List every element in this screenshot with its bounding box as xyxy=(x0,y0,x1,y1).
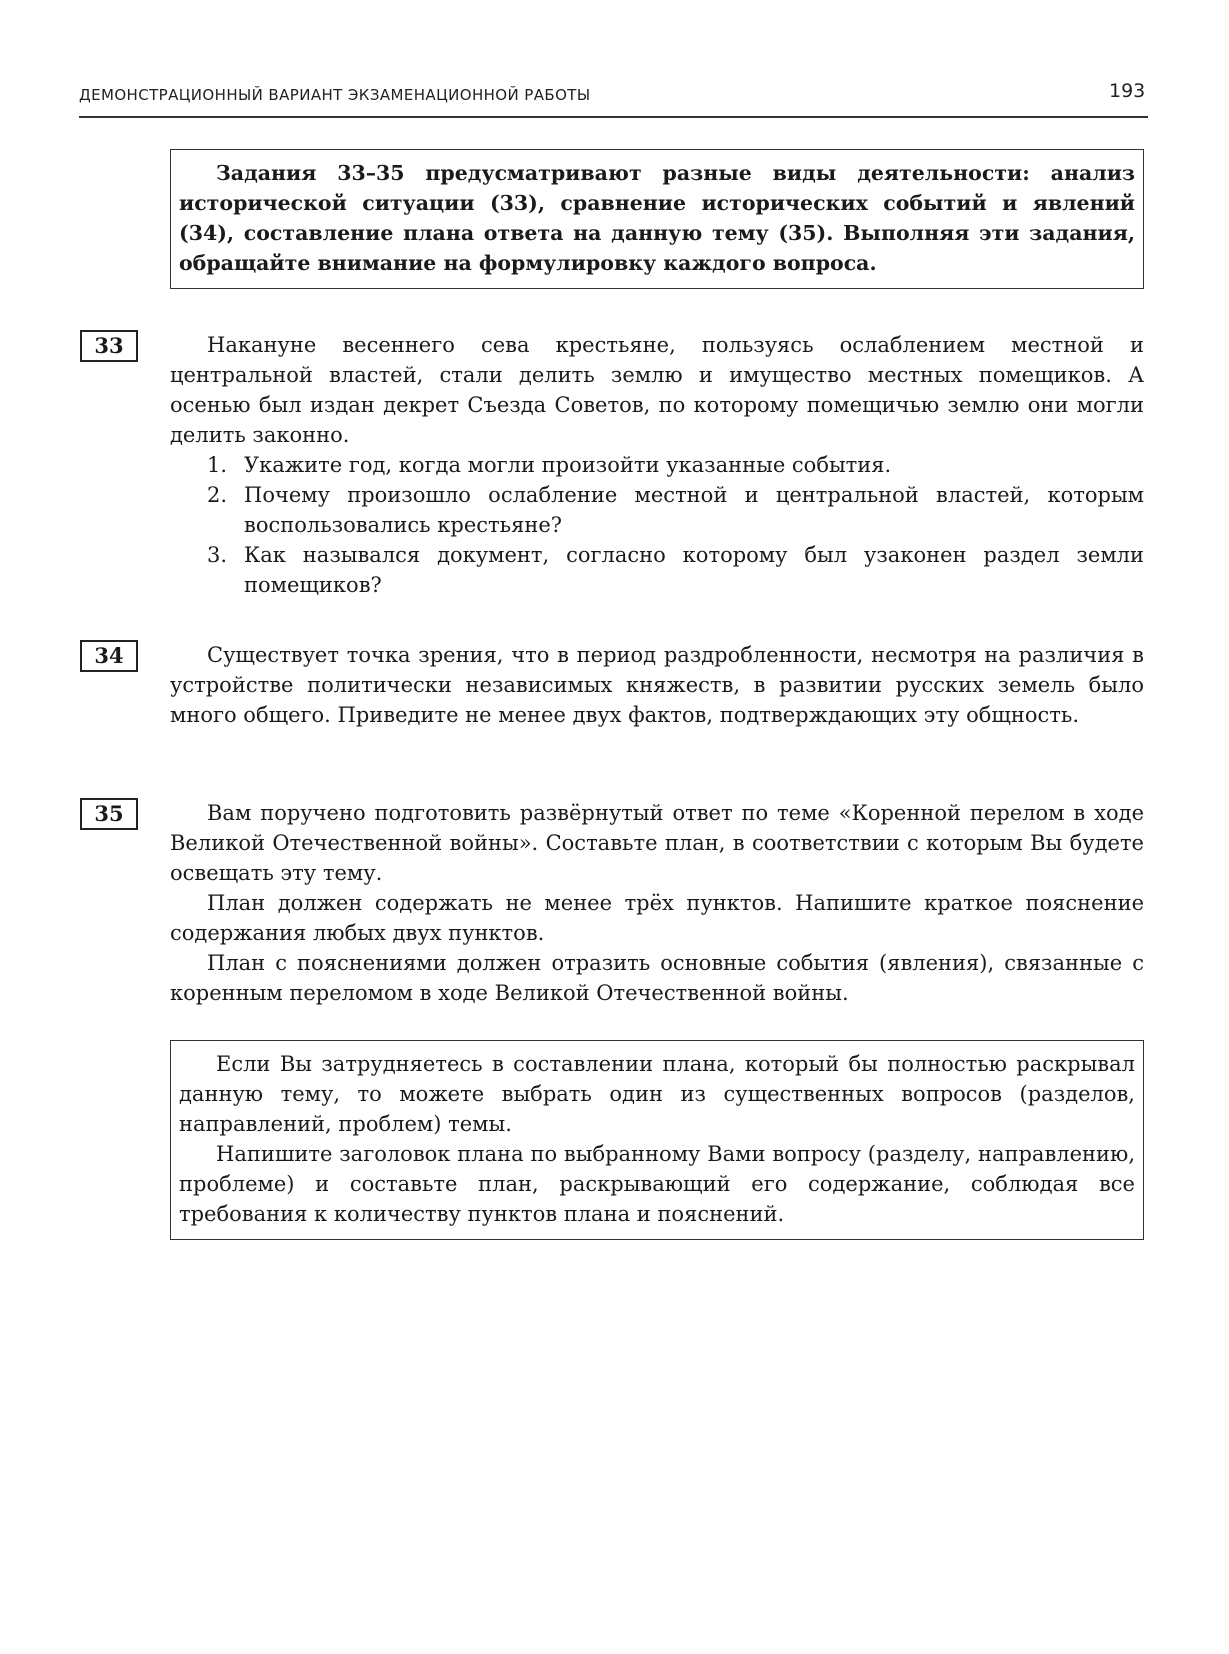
list-item-text: Как назывался документ, согласно которому был узаконен раздел земли помещиков? xyxy=(244,543,1144,597)
task-35-paragraph-3: План с пояснениями должен отразить основные события (явления), связанные с коренным переломом в ходе Великой Отечественной войны. xyxy=(170,951,1144,1005)
task-34-paragraph: Существует точка зрения, что в период раздробленности, несмотря на различия в устройстве политически независимых княжеств, в развитии русских земель было много общего. Приведите не менее двух фактов, подтверждающих эту общность. xyxy=(170,643,1144,727)
header-divider xyxy=(79,116,1148,118)
list-item xyxy=(170,540,1144,600)
task-35 xyxy=(170,798,1144,1008)
intro-box xyxy=(170,149,1144,289)
task-number-34: 34 xyxy=(80,640,138,672)
task-33-questions xyxy=(170,450,1144,600)
task-number-35: 35 xyxy=(80,798,138,830)
task-33 xyxy=(170,330,1144,600)
list-item-text: Укажите год, когда могли произойти указанные события. xyxy=(244,453,892,477)
task-35-paragraph-2: План должен содержать не менее трёх пунктов. Напишите краткое пояснение содержания любых двух пунктов. xyxy=(170,891,1144,945)
hint-paragraph-1: Если Вы затрудняетесь в составлении плана, который бы полностью раскрывал данную тему, то можете выбрать один из существенных вопросов (разделов, направлений, проблем) темы. xyxy=(179,1052,1135,1136)
task-35-paragraph-1: Вам поручено подготовить развёрнутый ответ по теме «Коренной перелом в ходе Великой Отечественной войны». Составьте план, в соответствии с которым Вы будете освещать эту тему. xyxy=(170,801,1144,885)
hint-box xyxy=(170,1040,1144,1240)
list-item-number: 2. xyxy=(207,483,228,507)
list-item-text: Почему произошло ослабление местной и центральной властей, которым воспользовались крестьяне? xyxy=(244,483,1144,537)
hint-paragraph-2: Напишите заголовок плана по выбранному Вами вопросу (разделу, направлению, проблеме) и составьте план, раскрывающий его содержание, соблюдая все требования к количеству пунктов плана и пояснений. xyxy=(179,1142,1135,1226)
page-number: 193 xyxy=(1109,80,1146,102)
list-item xyxy=(170,450,1144,480)
task-34 xyxy=(170,640,1144,730)
list-item-number: 1. xyxy=(207,453,228,477)
task-33-paragraph: Накануне весеннего сева крестьяне, пользуясь ослаблением местной и центральной властей, стали делить землю и имущество местных помещиков. А осенью был издан декрет Съезда Советов, по которому помещичью землю они могли делить законно. xyxy=(170,333,1144,447)
intro-text: Задания 33–35 предусматривают разные виды деятельности: анализ исторической ситуации (33), сравнение исторических событий и явлений (34), составление плана ответа на данную тему (35). Выполняя эти задания, обращайте внимание на формулировку каждого вопроса. xyxy=(179,161,1135,275)
list-item xyxy=(170,480,1144,540)
task-number-33: 33 xyxy=(80,330,138,362)
list-item-number: 3. xyxy=(207,543,228,567)
header-title: ДЕМОНСТРАЦИОННЫЙ ВАРИАНТ ЭКЗАМЕНАЦИОННОЙ РАБОТЫ xyxy=(79,86,591,104)
